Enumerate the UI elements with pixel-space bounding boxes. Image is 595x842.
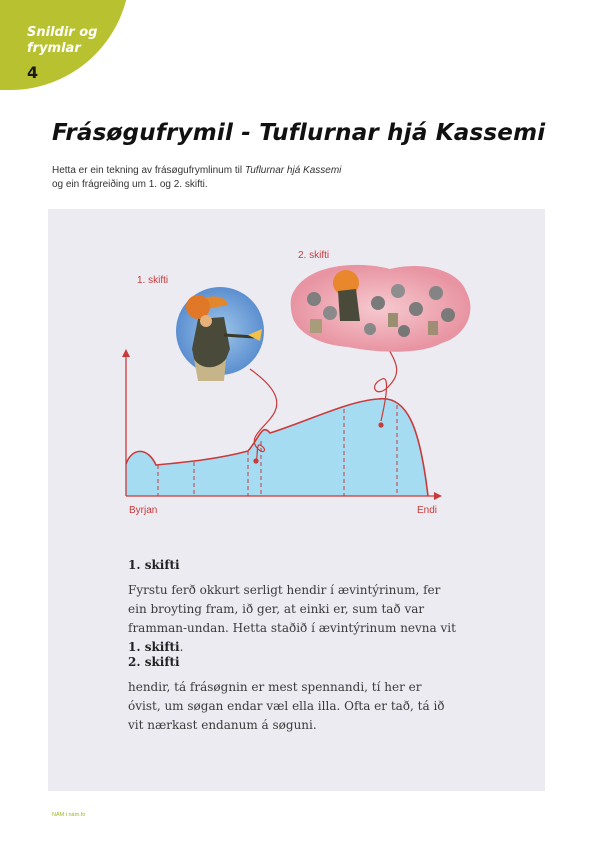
section-shift2-line1: hendir, tá frásøgnin er mest spennandi, tí her er (128, 680, 422, 694)
section-shift1-text: Fyrstu ferð okkurt serligt hendir í ævintýrinum, fer ein broyting fram, ið ger, at einki er, sum tað var framman-undan. Hetta staðið í ævintýrinum nevna vit (128, 583, 456, 635)
section-shift2-body (128, 678, 458, 735)
section-shift1 (128, 558, 458, 657)
label-end: Endi (417, 505, 438, 516)
section-shift2-line2: óvist, um søgan endar væl ella illa. Ofta er tað, tá ið (128, 699, 445, 713)
shift2-marker (378, 422, 383, 427)
section-shift1-bold-term: 1. skifti (128, 640, 180, 654)
section-shift1-text-end: . (179, 640, 184, 654)
label-shift2: 2. skifti (298, 250, 330, 261)
intro-text (52, 164, 412, 192)
intro-text-start: Hetta er ein tekning av frásøgufrymlinum til (52, 165, 245, 176)
chapter-label (27, 25, 97, 57)
intro-text-end: og ein frágreiðing um 1. og 2. skifti. (52, 179, 208, 190)
section-shift2 (128, 655, 458, 735)
story-arc-diagram (48, 209, 545, 539)
section-shift2-line3: vit nærkast endanum á søguni. (128, 718, 317, 732)
chapter-label-line2: frymlar (27, 41, 81, 56)
chapter-number: 4 (27, 63, 39, 82)
section-shift1-body (128, 581, 458, 657)
shift2-illustration (291, 265, 471, 352)
footer-credit: NÁM i nám.fo (52, 812, 86, 818)
page-title: Frásøgufrymil - Tuflurnar hjá Kassemi (52, 120, 546, 146)
shift1-marker (253, 458, 258, 463)
chapter-label-line1: Snildir og (27, 25, 98, 40)
shift1-illustration (176, 287, 264, 381)
section-shift1-heading: 1. skifti (128, 558, 180, 572)
intro-book-title: Tuflurnar hjá Kassemi (244, 165, 342, 176)
label-start: Byrjan (129, 505, 158, 516)
section-shift2-heading: 2. skifti (128, 655, 180, 669)
label-shift1: 1. skifti (137, 275, 169, 286)
